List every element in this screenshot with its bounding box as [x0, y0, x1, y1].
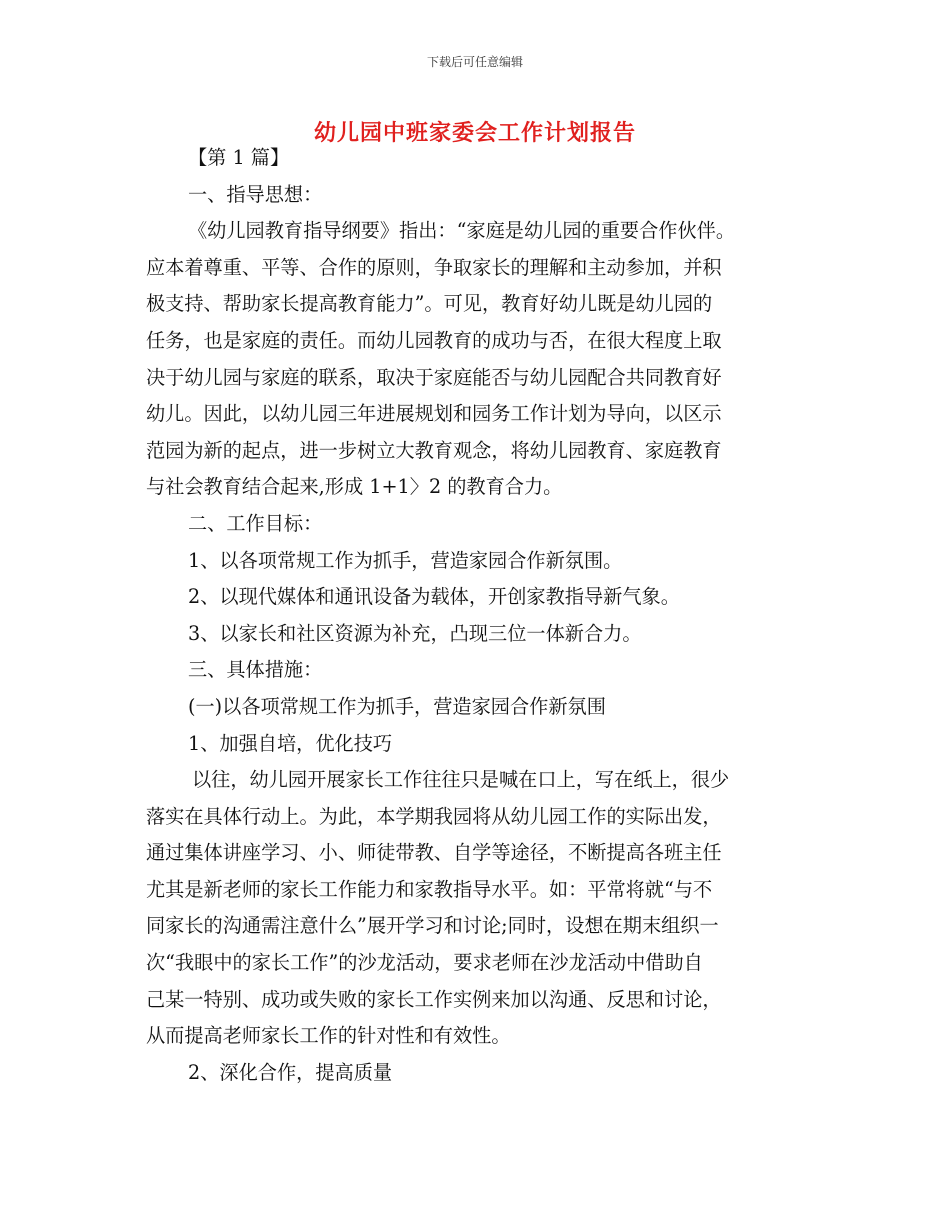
- paragraph-line: 与社会教育结合起来,形成 1+1〉2 的教育合力。: [146, 475, 563, 499]
- paragraph-line: 尤其是新老师的家长工作能力和家教指导水平。如：平常将就“与不: [146, 877, 713, 901]
- heading-guiding-thought: 一、指导思想：: [188, 182, 323, 206]
- paragraph-line: 《幼儿园教育指导纲要》指出：“家庭是幼儿园的重要合作伙伴。: [188, 219, 736, 243]
- document-body: [146, 140, 806, 1091]
- paragraph-line: 以往，幼儿园开展家长工作往往只是喊在口上，写在纸上，很少: [192, 768, 730, 792]
- list-item: 2、以现代媒体和通讯设备为载体，开创家教指导新气象。: [188, 585, 680, 609]
- paragraph-line: 任务，也是家庭的责任。而幼儿园教育的成功与否，在很大程度上取: [146, 328, 722, 352]
- section-label: 【第 1 篇】: [188, 146, 290, 169]
- paragraph-line: 极支持、帮助家长提高教育能力”。可见，教育好幼儿既是幼儿园的: [146, 292, 713, 316]
- paragraph-line: 己某一特别、成功或失败的家长工作实例来加以沟通、反思和讨论，: [146, 987, 722, 1011]
- subheading: (一)以各项常规工作为抓手，营造家园合作新氛围: [188, 694, 606, 718]
- paragraph-line: 应本着尊重、平等、合作的原则，争取家长的理解和主动参加，并积: [146, 255, 722, 279]
- paragraph-line: 从而提高老师家长工作的针对性和有效性。: [146, 1024, 511, 1048]
- list-item: 1、以各项常规工作为抓手，营造家园合作新氛围。: [188, 548, 623, 572]
- paragraph-line: 落实在具体行动上。为此，本学期我园将从幼儿园工作的实际出发，: [146, 804, 722, 828]
- document-title: 幼儿园中班家委会工作计划报告: [313, 121, 636, 146]
- subheading: 1、加强自培，优化技巧: [188, 731, 393, 755]
- heading-measures: 三、具体措施：: [188, 658, 323, 682]
- heading-work-goals: 二、工作目标：: [188, 511, 323, 535]
- list-item: 3、以家长和社区资源为补充，凸现三位一体新合力。: [188, 621, 642, 645]
- paragraph-line: 范园为新的起点，进一步树立大教育观念，将幼儿园教育、家庭教育: [146, 438, 722, 462]
- paragraph-line: 通过集体讲座学习、小、师徒带教、自学等途径，不断提高各班主任: [146, 841, 722, 865]
- paragraph-line: 幼儿。因此，以幼儿园三年进展规划和园务工作计划为导向，以区示: [146, 402, 722, 426]
- header-note: 下载后可任意编辑: [426, 55, 523, 69]
- subheading: 2、深化合作，提高质量: [188, 1060, 393, 1084]
- paragraph-line: 同家长的沟通需注意什么”展开学习和讨论;同时，设想在期末组织一: [146, 914, 719, 938]
- paragraph-line: 决于幼儿园与家庭的联系，取决于家庭能否与幼儿园配合共同教育好: [146, 365, 722, 389]
- paragraph-line: 次“我眼中的家长工作”的沙龙活动，要求老师在沙龙活动中借助自: [146, 951, 703, 975]
